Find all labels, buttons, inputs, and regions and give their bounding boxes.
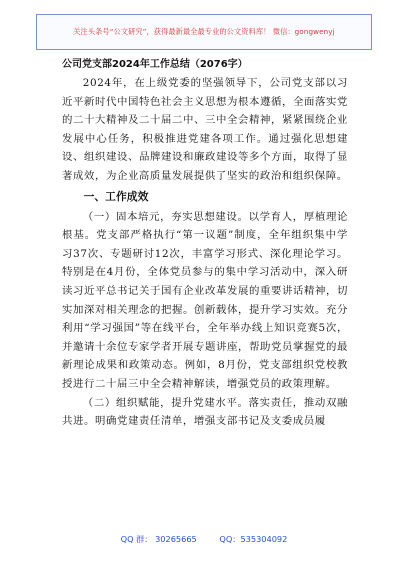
banner-text: 关注头条号“公文研究”，获得最新最全最专业的公文资料库！ 微信：gongwenyj <box>73 27 335 36</box>
footer-contact <box>0 534 408 545</box>
intro-paragraph: 2024年，在上级党委的坚强领导下，公司党支部以习近平新时代中国特色社会主义思想为根本遵循，全面落实党的二十大精神及二十届二中、三中全会精神，紧紧围绕企业发展中心任务，积极推进党建各项工作。通过强化思想建设、组织建设、品牌建设和廉政建设等多个方面，取得了显著成效，为企业高质量发展提供了坚实的政治和组织保障。 <box>62 77 348 182</box>
paragraph-ideological-building: （一）固本培元，夯实思想建设。以学育人，厚植理论根基。党支部严格执行“第一议题”制度，全年组织集中学习37次、专题研讨12次，丰富学习形式、深化理论学习。特别是在4月份，全体党员参与的集中学习活动中，深入研读习近平总书记关于国有企业改革发展的重要讲话精神，切实加深对相关理念的把握。创新载体，提升学习实效。充分利用“学习强国”等在线平台，全年举办线上知识竞赛5次，并邀请十余位专家学者开展专题讲座，帮助党员掌握党的最新理论成果和政策动态。例如，8月份，党支部组织党校教授进行二十届三中全会精神解读，增强党员的政策理解。 <box>62 210 348 390</box>
document-body <box>62 56 348 431</box>
document-title: 公司党支部2024年工作总结（2076字） <box>62 59 248 70</box>
watermark-banner <box>36 14 372 50</box>
paragraph-organization-empowerment: （二）组织赋能，提升党建水平。落实责任，推动双融共进。明确党建责任清单，增强支部书记及支委成员履 <box>62 396 348 428</box>
footer-qq-number: QQ：535304092 <box>219 534 288 544</box>
footer-qq-group: QQ 群： 30265665 <box>120 534 197 544</box>
section-heading-work-results: 一、工作成效 <box>83 189 149 203</box>
